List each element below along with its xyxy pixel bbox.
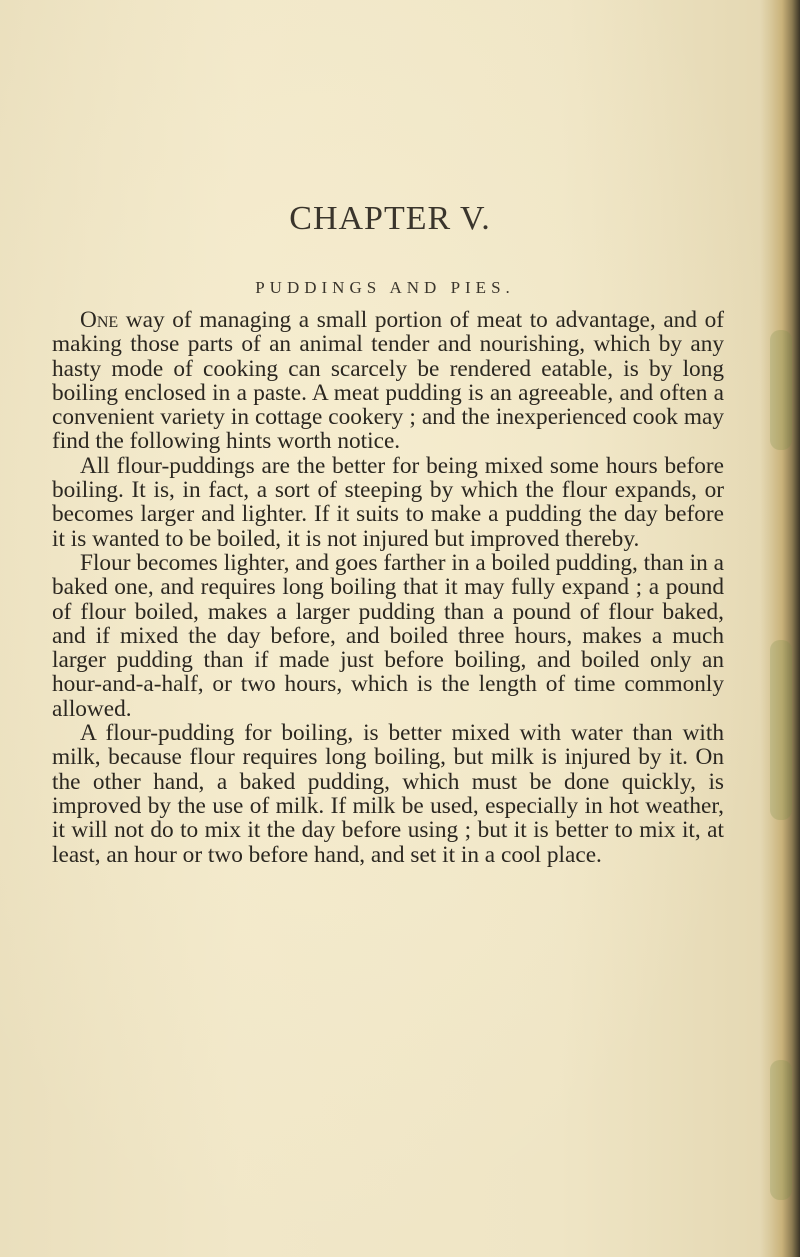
paper-stain <box>770 330 792 450</box>
paragraph-2: All flour-puddings are the better for being mixed some hours before boiling. It is, in fact, a sort of steeping by which the flour expands, or becomes larger and lighter. If it suits to make a pudding the day before it is wanted to be boiled, it is not injured but improved thereby. <box>52 452 724 552</box>
paper-stain <box>770 640 792 820</box>
section-title: PUDDINGS AND PIES. <box>255 278 515 297</box>
chapter-title: CHAPTER V. <box>289 200 491 237</box>
paragraph-text: way of managing a small portion of meat to advantage, and of making those parts of an animal tender and nourishing, which by any hasty mode of cooking can scarcely be rendered eatable, is by long boiling enclosed in a paste. A meat pudding is an agreeable, and often a convenient variety in cottage cookery ; and the inexperienced cook may find the following hints worth notice. <box>52 307 724 455</box>
paragraph-1 <box>52 308 724 454</box>
paragraph-lead-word: One <box>80 307 119 333</box>
chapter-body <box>52 308 724 867</box>
paper-stain <box>770 1060 792 1200</box>
paragraph-4: A flour-pudding for boiling, is better mixed with water than with milk, because flour requires long boiling, but milk is injured by it. On the other hand, a baked pudding, which must be done quickly, is improved by the use of milk. If milk be used, especially in hot weather, it will not do to mix it the day before using ; but it is better to mix it, at least, an hour or two before hand, and set it in a cool place. <box>52 720 724 868</box>
paragraph-3: Flour becomes lighter, and goes farther in a boiled pudding, than in a baked one, and requires long boiling that it may fully expand ; a pound of flour boiled, makes a larger pudding than a pound of flour baked, and if mixed the day before, and boiled three hours, makes a much larger pudding than if made just before boiling, and boiled only an hour-and-a-half, or two hours, which is the length of time commonly allowed. <box>52 549 724 722</box>
page-binding-edge <box>760 0 800 1257</box>
